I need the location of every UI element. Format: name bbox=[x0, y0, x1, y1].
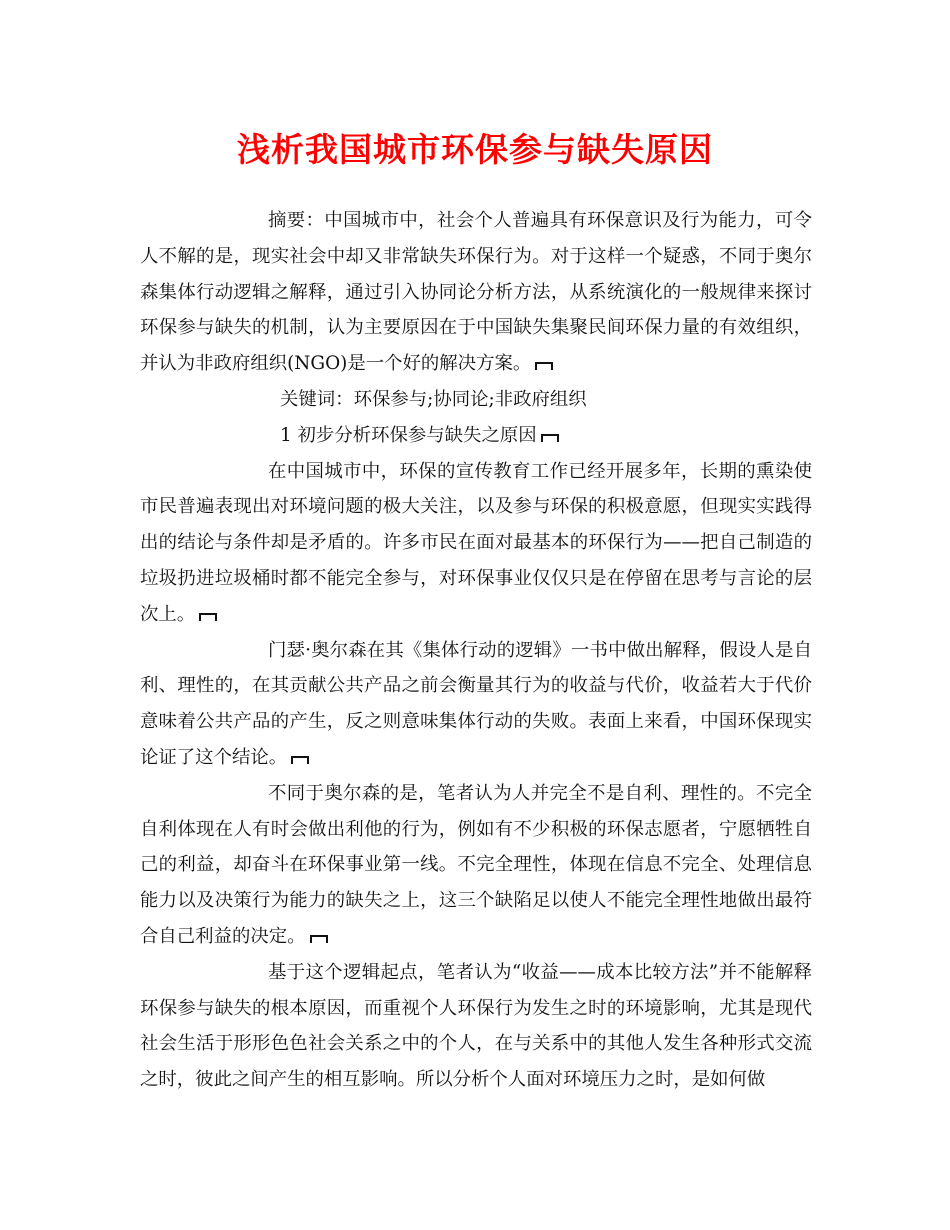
body-paragraph-text: 门瑟·奥尔森在其《集体行动的逻辑》一书中做出解释，假设人是自利、理性的，在其贡献公共产品之前会衡量其行为的收益与代价，收益若大于代价意味着公共产品的产生，反之则意味集体行动的失败。表面上来看，中国环保现实论证了这个结论。 bbox=[140, 639, 812, 768]
keywords-text: 关键词：环保参与;协同论;非政府组织 bbox=[280, 388, 587, 410]
document-title: 浅析我国城市环保参与缺失原因 bbox=[237, 130, 713, 169]
body-paragraph bbox=[140, 776, 812, 955]
body-paragraph-text: 基于这个逻辑起点，笔者认为“收益——成本比较方法”并不能解释环保参与缺失的根本原因，而重视个人环保行为发生之时的环境影响，尤其是现代社会生活于形形色色社会关系之中的个人，在与关系中的其他人发生各种形式交流之时，彼此之间产生的相互影响。所以分析个人面对环境压力之时，是如何做 bbox=[140, 961, 812, 1091]
section-heading bbox=[140, 418, 812, 454]
keywords-paragraph bbox=[140, 382, 812, 418]
body-paragraph-text: 不同于奥尔森的是，笔者认为人并完全不是自利、理性的。不完全自利体现在人有时会做出利他的行为，例如有不少积极的环保志愿者，宁愿牺牲自己的利益，却奋斗在环保事业第一线。不完全理性，体现在信息不完全、处理信息能力以及决策行为能力的缺失之上，这三个缺陷足以使人不能完全理性地做出最符合自己利益的决定。 bbox=[140, 782, 812, 947]
paragraph-end-mark-icon bbox=[310, 935, 328, 943]
body-paragraph bbox=[140, 633, 812, 776]
paragraph-end-mark-icon bbox=[291, 756, 309, 764]
paragraph-end-mark-icon bbox=[535, 362, 553, 370]
section-heading-text: 1 初步分析环保参与缺失之原因 bbox=[280, 424, 537, 446]
body-paragraph bbox=[140, 955, 812, 1098]
abstract-text: 摘要：中国城市中，社会个人普遍具有环保意识及行为能力，可令人不解的是，现实社会中却又非常缺失环保行为。对于这样一个疑惑，不同于奥尔森集体行动逻辑之解释，通过引入协同论分析方法，从系统演化的一般规律来探讨环保参与缺失的机制，认为主要原因在于中国缺失集聚民间环保力量的有效组织，并认为非政府组织(NGO)是一个好的解决方案。 bbox=[140, 210, 812, 375]
paragraph-end-mark-icon bbox=[199, 613, 217, 621]
abstract-paragraph bbox=[140, 203, 812, 382]
body-paragraph bbox=[140, 454, 812, 633]
document-body bbox=[140, 203, 812, 1098]
paragraph-end-mark-icon bbox=[541, 434, 559, 442]
body-paragraph-text: 在中国城市中，环保的宣传教育工作已经开展多年，长期的熏染使市民普遍表现出对环境问题的极大关注，以及参与环保的积极意愿，但现实实践得出的结论与条件却是矛盾的。许多市民在面对最基本的环保行为——把自己制造的垃圾扔进垃圾桶时都不能完全参与，对环保事业仅仅只是在停留在思考与言论的层次上。 bbox=[140, 460, 812, 625]
